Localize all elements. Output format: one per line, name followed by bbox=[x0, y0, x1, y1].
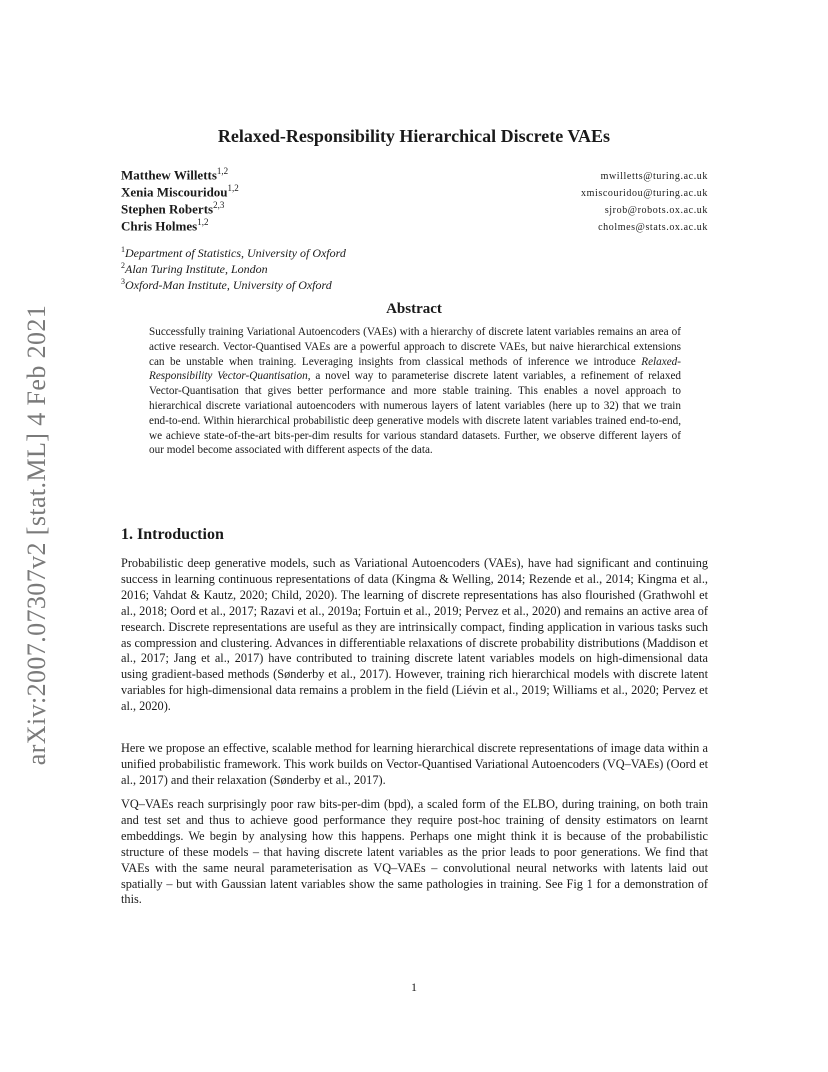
body-paragraph: Probabilistic deep generative models, such as Variational Autoencoders (VAEs), have had significant and continuing success in learning continuous representations of data (Kingma & Welling, 2014; Rezende et al., 2014; Kingma et al., 2016; Vahdat & Kautz, 2020; Child, 2020). The learning of discrete representations has also flourished (Grathwohl et al., 2018; Oord et al., 2017; Razavi et al., 2019a; Fortuin et al., 2019; Pervez et al., 2020) and remains an active area of research. Discrete representations are useful as they are intrinsically compact, finding application in various tasks such as compression and clustering. Advances in differentiable relaxations of discrete probability distributions (Maddison et al., 2017; Jang et al., 2017) have contributed to training discrete latent variables models on high-dimensional data using gradient-based methods (Sønderby et al., 2017). However, training rich hierarchical models with discrete latent variables for high-dimensional data remains a problem in the field (Liévin et al., 2019; Williams et al., 2020; Pervez et al., 2020). bbox=[121, 556, 708, 714]
author-name: Chris Holmes$^{1,2}$ bbox=[121, 217, 209, 234]
affiliation: $^3$Oxford-Man Institute, University of Oxford bbox=[121, 277, 332, 292]
affiliation-list bbox=[121, 245, 346, 293]
page-number: 1 bbox=[411, 980, 417, 994]
author-block bbox=[121, 166, 708, 234]
author-affiliation-marker: 2,3 bbox=[213, 200, 225, 210]
abstract-emphasis: Relaxed-Responsibility Vector-Quantisation bbox=[149, 355, 681, 383]
author-affiliation-marker: 1,2 bbox=[197, 217, 209, 227]
author-row bbox=[121, 217, 708, 234]
author-affiliation-marker: 1,2 bbox=[216, 166, 229, 176]
author-name: Matthew Willetts$^{1,2}$ bbox=[121, 166, 229, 183]
author-email: cholmes@stats.ox.ac.uk bbox=[598, 222, 708, 234]
author-email: mwilletts@turing.ac.uk bbox=[600, 171, 708, 183]
abstract-body: Successfully training Variational Autoencoders (VAEs) with a hierarchy of discrete latent variables remains an area of active research. Vector-Quantised VAEs are a powerful approach to discrete VAEs, but naive hierarchical extensions can be unstable when training. Leveraging insights from classical methods of inference we introduce Relaxed-Responsibility Vector-Quantisation, a novel way to parameterise discrete latent variables, a refinement of relaxed Vector-Quantisation that gives better performance and more stable training. This enables a novel approach to hierarchical discrete variational autoencoders with numerous layers of latent variables (here up to 32) that we train end-to-end. Within hierarchical probabilistic deep generative models with discrete latent variables trained end-to-end, we achieve state-of-the-art bits-per-dim results for various standard datasets. Further, we observe different layers of our model become associated with different aspects of the data. bbox=[149, 326, 681, 457]
author-email: sjrob@robots.ox.ac.uk bbox=[604, 205, 708, 217]
paper-title: Relaxed-Responsibility Hierarchical Discrete VAEs bbox=[217, 126, 611, 146]
author-row bbox=[121, 200, 708, 217]
arxiv-identifier: arXiv:2007.07307v2 [stat.ML] 4 Feb 2021 bbox=[22, 304, 52, 766]
affiliation: $^2$Alan Turing Institute, London bbox=[121, 261, 268, 276]
author-affiliation-marker: 1,2 bbox=[227, 183, 239, 193]
arxiv-identifier-stamp bbox=[12, 300, 62, 770]
author-name: Xenia Miscouridou$^{1,2}$ bbox=[121, 183, 239, 200]
section-heading: 1. Introduction bbox=[121, 526, 224, 543]
body-paragraph: Here we propose an effective, scalable method for learning hierarchical discrete representations of image data within a unified probabilistic framework. This work builds on Vector-Quantised Variational Autoencoders (VQ–VAEs) (Oord et al., 2017) and their relaxation (Sønderby et al., 2017). bbox=[121, 741, 708, 787]
body-paragraph: VQ–VAEs reach surprisingly poor raw bits-per-dim (bpd), a scaled form of the ELBO, during training, on both train and test set and thus to achieve good performance they require post-hoc training of density estimators on learnt embeddings. We begin by analysing how this happens. Perhaps one might think it is because of the probabilistic structure of these models – that having discrete latent variables as the prior leads to poor generations. We find that VAEs with the same neural parameterisation as VQ–VAEs – convolutional neural networks with latents laid out spatially – but with Gaussian latent variables show the same pathologies in training. See Fig 1 for a demonstration of this. bbox=[121, 797, 708, 907]
author-row bbox=[121, 166, 708, 183]
abstract-heading: Abstract bbox=[386, 301, 442, 317]
author-email: xmiscouridou@turing.ac.uk bbox=[581, 188, 708, 200]
author-name: Stephen Roberts$^{2,3}$ bbox=[121, 200, 225, 217]
author-row bbox=[121, 183, 708, 200]
affiliation: $^1$Department of Statistics, University of Oxford bbox=[121, 245, 346, 260]
